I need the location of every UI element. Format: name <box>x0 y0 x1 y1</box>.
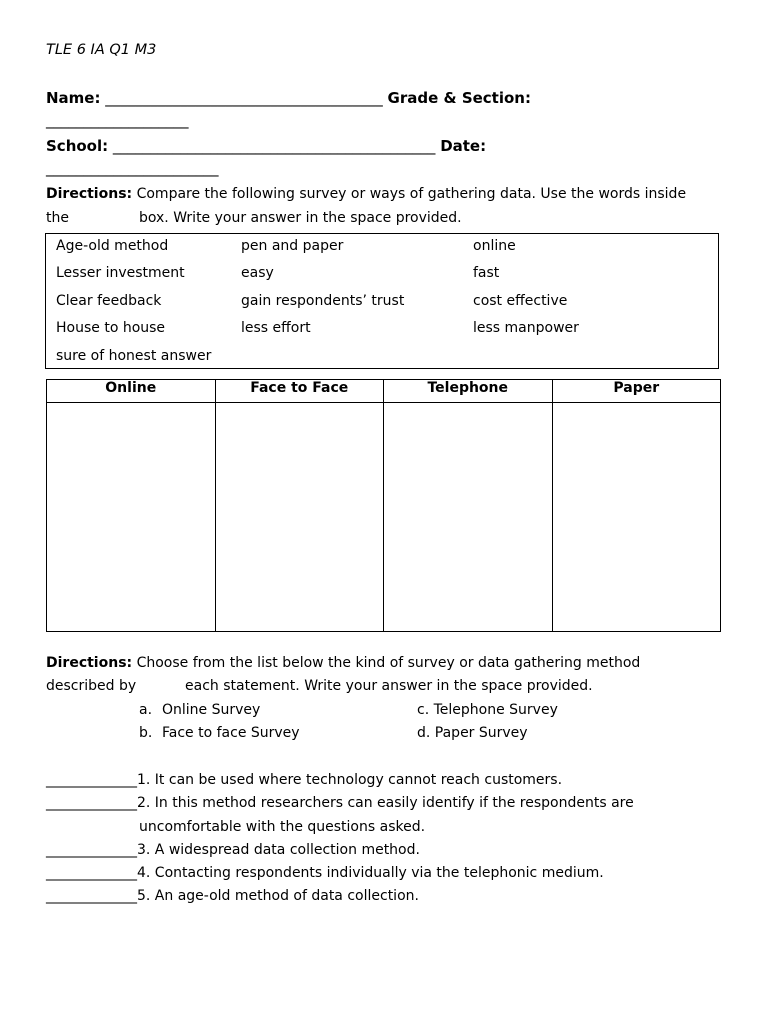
word-box <box>45 233 719 369</box>
word-box-item: sure of honest answer <box>56 348 212 364</box>
word-box-item: fast <box>473 265 500 281</box>
answer-cell-paper[interactable] <box>552 403 721 632</box>
table-answer-row <box>47 403 721 632</box>
directions-1-line-1: Directions: Compare the following survey or ways of gathering data. Use the words inside <box>46 186 687 202</box>
option-b: Face to face Survey <box>162 725 300 741</box>
answer-blank[interactable]: _____________ <box>46 888 137 904</box>
directions-1-label: Directions: <box>46 186 133 202</box>
question-3: _____________3. A widespread data collection method. <box>46 842 420 858</box>
grade-section-label: Grade & Section: <box>387 89 531 107</box>
directions-1-line-2b: box. Write your answer in the space provided. <box>139 210 462 226</box>
school-label: School: <box>46 137 109 155</box>
date-blank[interactable]: _______________________ <box>46 159 219 177</box>
school-blank[interactable]: ___________________________________________ <box>112 137 436 155</box>
name-label: Name: <box>46 89 101 107</box>
question-2-continued: uncomfortable with the questions asked. <box>139 819 426 835</box>
option-a: Online Survey <box>162 702 261 718</box>
name-blank[interactable]: _____________________________________ <box>105 89 383 107</box>
directions-2-label: Directions: <box>46 655 133 671</box>
option-b-letter: b. <box>139 725 153 741</box>
question-4: _____________4. Contacting respondents individually via the telephonic medium. <box>46 865 604 881</box>
word-box-item: Clear feedback <box>56 293 162 309</box>
option-c: c. Telephone Survey <box>417 702 558 718</box>
directions-1-line-2a: the <box>46 210 69 226</box>
directions-2-line-2b: each statement. Write your answer in the space provided. <box>185 678 593 694</box>
column-header-face-to-face: Face to Face <box>215 380 384 403</box>
option-a-letter: a. <box>139 702 153 718</box>
word-box-item: easy <box>241 265 274 281</box>
word-box-item: gain respondents’ trust <box>241 293 405 309</box>
answer-cell-face-to-face[interactable] <box>215 403 384 632</box>
answer-blank[interactable]: _____________ <box>46 865 137 881</box>
comparison-table <box>46 379 721 632</box>
answer-blank[interactable]: _____________ <box>46 842 137 858</box>
grade-section-blank[interactable]: ___________________ <box>46 111 189 129</box>
directions-2-line-1: Directions: Choose from the list below the kind of survey or data gathering method <box>46 655 641 671</box>
option-d: d. Paper Survey <box>417 725 528 741</box>
word-box-item: Age-old method <box>56 238 169 254</box>
school-row <box>46 137 486 155</box>
answer-cell-online[interactable] <box>47 403 216 632</box>
word-box-item: online <box>473 238 516 254</box>
question-1: _____________1. It can be used where technology cannot reach customers. <box>46 772 563 788</box>
word-box-item: cost effective <box>473 293 568 309</box>
date-label: Date: <box>440 137 487 155</box>
word-box-item: House to house <box>56 320 166 336</box>
question-5: _____________5. An age-old method of data collection. <box>46 888 419 904</box>
module-code: TLE 6 IA Q1 M3 <box>46 42 157 58</box>
name-row <box>46 89 531 107</box>
word-box-item: less effort <box>241 320 311 336</box>
question-2: _____________2. In this method researchers can easily identify if the respondents are <box>46 795 634 811</box>
table-header-row <box>47 380 721 403</box>
word-box-item: less manpower <box>473 320 579 336</box>
column-header-telephone: Telephone <box>384 380 553 403</box>
column-header-paper: Paper <box>552 380 721 403</box>
directions-2-line-2a: described by <box>46 678 137 694</box>
answer-blank[interactable]: _____________ <box>46 772 137 788</box>
answer-cell-telephone[interactable] <box>384 403 553 632</box>
word-box-item: pen and paper <box>241 238 344 254</box>
word-box-item: Lesser investment <box>56 265 185 281</box>
answer-blank[interactable]: _____________ <box>46 795 137 811</box>
column-header-online: Online <box>47 380 216 403</box>
